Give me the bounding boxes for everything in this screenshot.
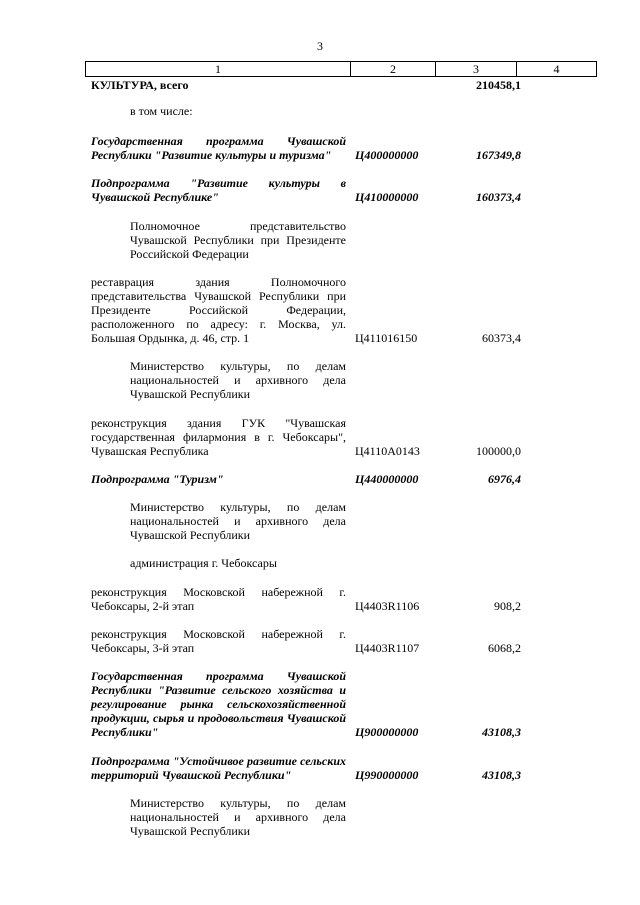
row-name: КУЛЬТУРА, всего — [91, 78, 189, 92]
row-name: реконструкция здания ГУК "Чувашская государственная филармония в г. Чебоксары", Чувашская Республика — [91, 416, 346, 458]
row-name: реконструкция Московской набережной г. Чебоксары, 2-й этап — [91, 585, 346, 613]
table-header — [85, 61, 597, 77]
row-code: Ц900000000 — [355, 725, 419, 739]
row-name: Министерство культуры, по делам национальностей и архивного дела Чувашской Республики — [130, 500, 346, 542]
row-sum: 210458,1 — [476, 78, 521, 92]
row-code: Ц411016150 — [355, 331, 418, 345]
row-name: Государственная программа Чувашской Республики "Развитие сельского хозяйства и регулирование рынка сельскохозяйственной продукции, сырья и продовольствия Чувашской Республики" — [91, 669, 346, 739]
row-sum: 6068,2 — [488, 641, 521, 655]
header-col-3: 3 — [436, 62, 517, 76]
row-sum: 160373,4 — [476, 190, 521, 204]
row-name: Подпрограмма "Развитие культуры в Чувашской Республике" — [91, 176, 346, 204]
row-name: Подпрограмма "Устойчивое развитие сельских территорий Чувашской Республики" — [91, 754, 346, 782]
header-col-4: 4 — [553, 62, 560, 76]
row-name: администрация г. Чебоксары — [130, 556, 277, 570]
page-number: 3 — [317, 39, 323, 53]
header-col-2: 2 — [351, 62, 436, 76]
row-name: Министерство культуры, по делам национальностей и архивного дела Чувашской Республики — [130, 359, 346, 401]
row-name: Полномочное представительство Чувашской Республики при Президенте Российской Федерации — [130, 219, 346, 261]
row-code: Ц4403R1107 — [355, 641, 420, 655]
row-name: Государственная программа Чувашской Республики "Развитие культуры и туризма" — [91, 134, 346, 162]
row-name: Министерство культуры, по делам национальностей и архивного дела Чувашской Республики — [130, 796, 346, 838]
row-code: Ц440000000 — [355, 472, 419, 486]
row-sum: 908,2 — [494, 599, 521, 613]
row-name: Подпрограмма "Туризм" — [91, 472, 224, 486]
row-sum: 43108,3 — [482, 725, 521, 739]
row-name: реставрация здания Полномочного представительства Чувашской Республики при Президенте Российской Федерации, расположенного по адресу: г. Москва, ул. Большая Ордынка, д. 46, стр. 1 — [91, 275, 346, 345]
row-code: Ц4110А0143 — [355, 444, 420, 458]
row-code: Ц4403R1106 — [355, 599, 420, 613]
row-name: реконструкция Московской набережной г. Чебоксары, 3-й этап — [91, 627, 346, 655]
row-code: Ц990000000 — [355, 768, 419, 782]
row-sum: 167349,8 — [476, 148, 521, 162]
row-name: в том числе: — [130, 104, 193, 118]
row-code: Ц400000000 — [355, 148, 419, 162]
row-sum: 6976,4 — [488, 472, 521, 486]
row-code: Ц410000000 — [355, 190, 419, 204]
row-sum: 43108,3 — [482, 768, 521, 782]
header-col-1: 1 — [86, 62, 351, 76]
row-sum: 100000,0 — [476, 444, 521, 458]
row-sum: 60373,4 — [482, 331, 521, 345]
